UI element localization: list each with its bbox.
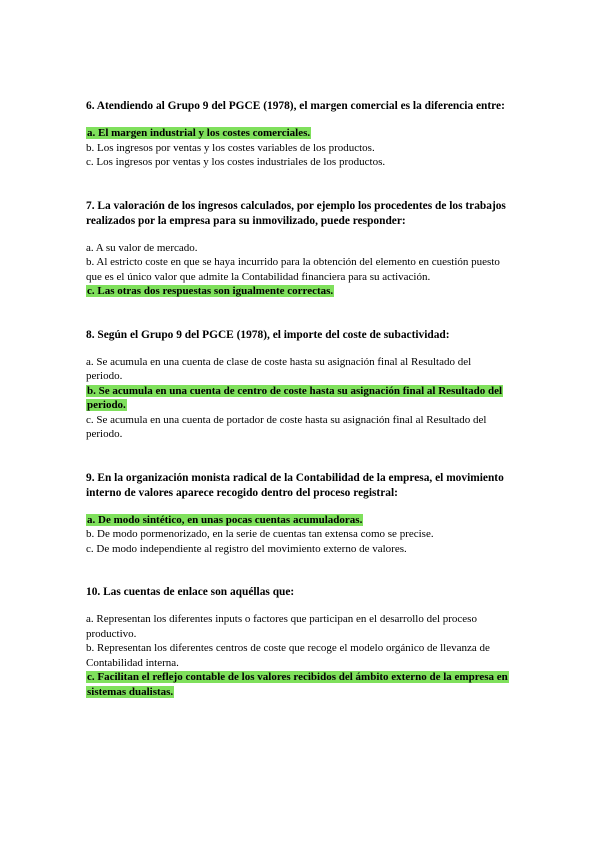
answer-option: a. A su valor de mercado. — [86, 241, 198, 254]
answer-option: c. Los ingresos por ventas y los costes industriales de los productos. — [86, 156, 386, 168]
question-8 — [86, 328, 508, 442]
answer-highlight: c. Facilitan el reflejo contable de los valores recibidos del ámbito externo de la empresa en sistemas dualistas. — [87, 671, 508, 698]
answer-highlight: c. Las otras dos respuestas son igualmente correctas. — [87, 285, 334, 297]
document-page — [86, 99, 508, 699]
answer-highlight: b. Se acumula en una cuenta de centro de coste hasta su asignación final al Resultado del periodo. — [87, 384, 503, 411]
answer-option: b. Representan los diferentes centros de coste que recoge el modelo orgánico de llevanza de Contabilidad interna. — [86, 642, 490, 669]
answer-option-correct — [86, 670, 508, 699]
question-9 — [86, 471, 508, 557]
question-title: 9. En la organización monista radical de la Contabilidad de la empresa, el movimiento interno de valores aparece recogido dentro del proceso registral: — [86, 471, 504, 499]
answer-option: c. Se acumula en una cuenta de portador de coste hasta su asignación final al Resultado del periodo. — [86, 413, 487, 440]
answer-option-correct — [86, 126, 508, 141]
answer-option: a. Representan los diferentes inputs o factores que participan en el desarrollo del proceso productivo. — [86, 613, 477, 640]
question-6 — [86, 99, 508, 170]
answer-option: b. Los ingresos por ventas y los costes variables de los productos. — [86, 141, 375, 154]
answer-option: a. Se acumula en una cuenta de clase de coste hasta su asignación final al Resultado del periodo. — [86, 355, 472, 382]
question-title: 10. Las cuentas de enlace son aquéllas que: — [86, 586, 295, 598]
answer-highlight: a. El margen industrial y los costes comerciales. — [87, 127, 311, 139]
answer-option-correct — [86, 513, 508, 528]
question-title: 7. La valoración de los ingresos calculados, por ejemplo los procedentes de los trabajos realizados por la empresa para su inmovilizado, puede responder: — [86, 199, 506, 227]
question-title: 8. Según el Grupo 9 del PGCE (1978), el importe del coste de subactividad: — [86, 328, 450, 341]
answer-option: c. De modo independiente al registro del movimiento externo de valores. — [86, 542, 407, 555]
answer-option: b. Al estricto coste en que se haya incurrido para la obtención del elemento en cuestión puesto que es el único valor que admite la Contabilidad financiera para su activación. — [86, 256, 500, 283]
question-title: 6. Atendiendo al Grupo 9 del PGCE (1978), el margen comercial es la diferencia entre: — [86, 100, 505, 112]
answer-option: b. De modo pormenorizado, en la serie de cuentas tan extensa como se precise. — [86, 528, 434, 540]
question-7 — [86, 199, 508, 299]
answer-option-correct — [86, 284, 508, 299]
answer-highlight: a. De modo sintético, en unas pocas cuentas acumuladoras. — [87, 513, 363, 526]
answer-option-correct — [86, 384, 508, 413]
question-10 — [86, 585, 508, 699]
